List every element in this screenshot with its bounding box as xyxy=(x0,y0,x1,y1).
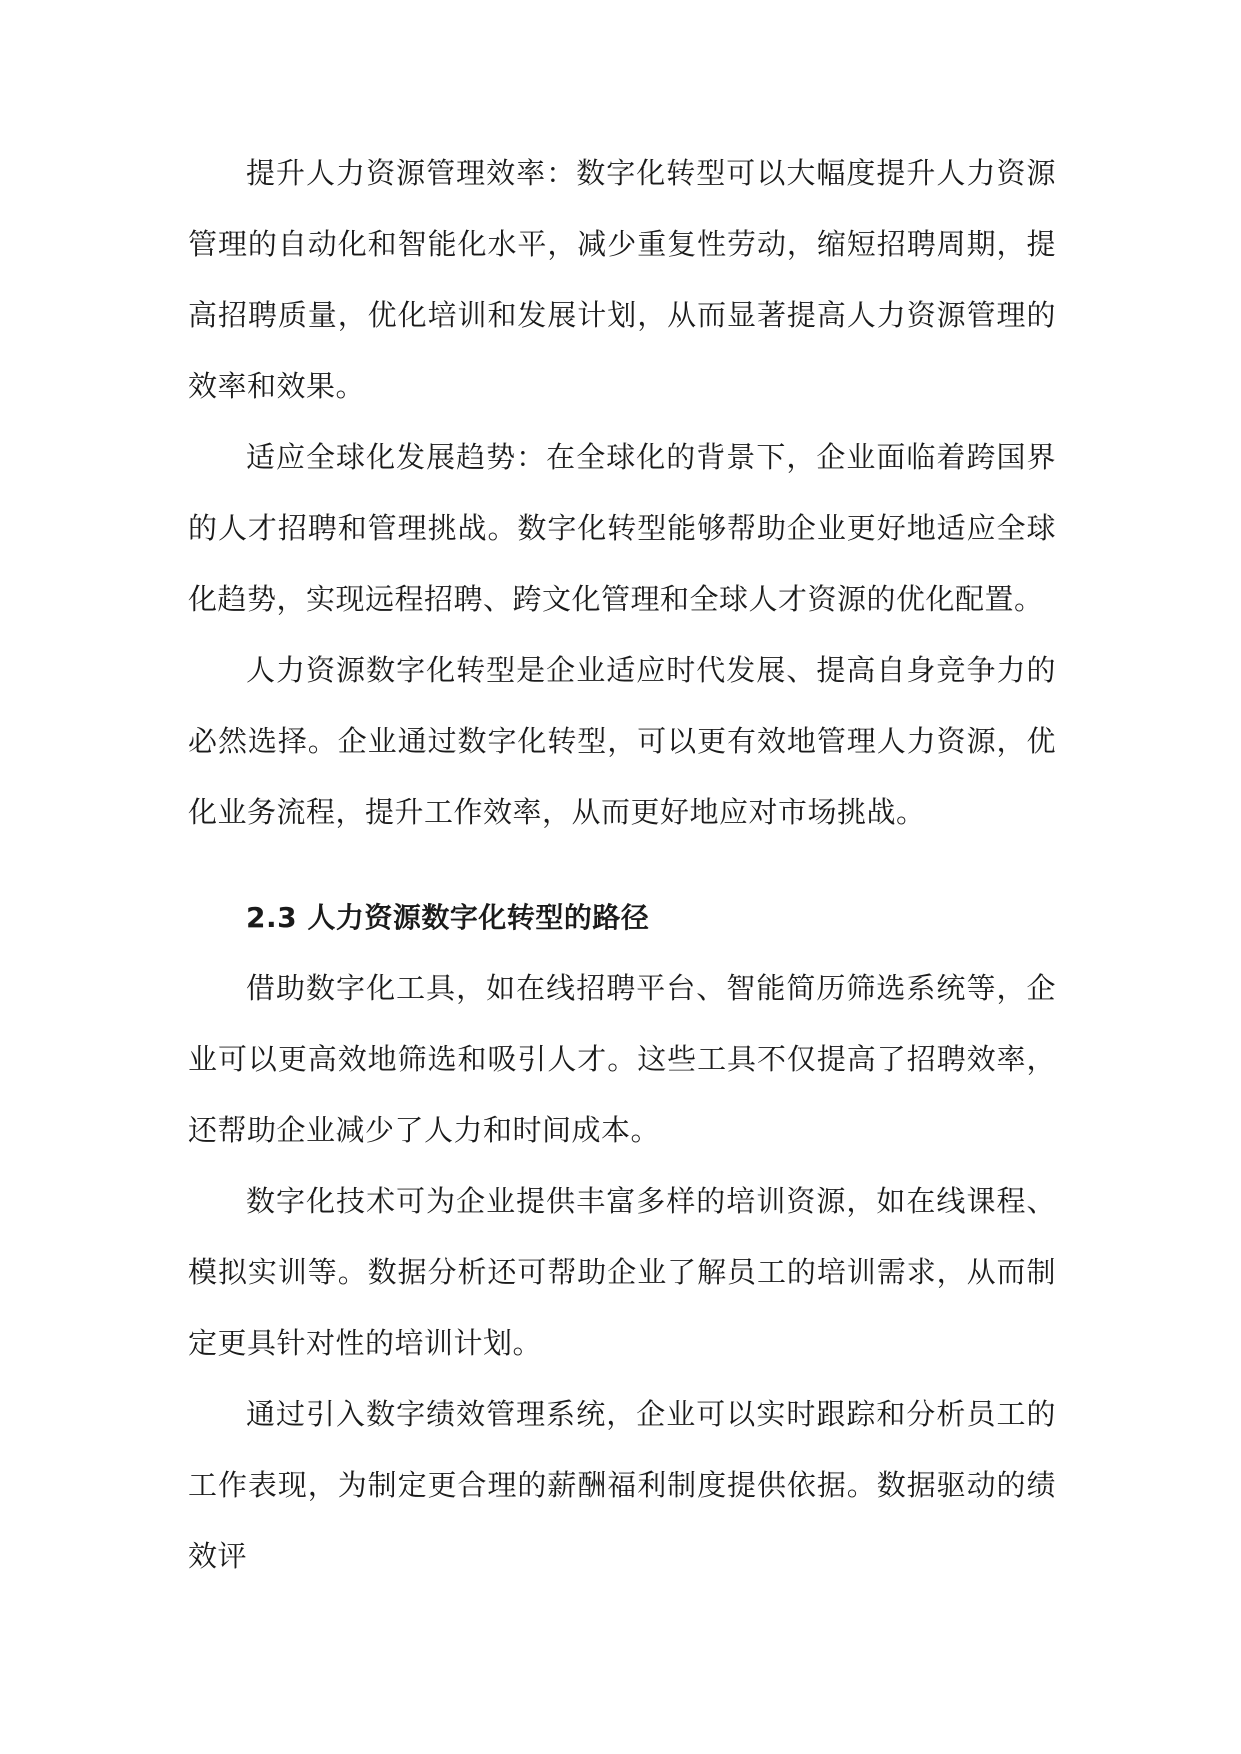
paragraph-hr-efficiency: 提升人力资源管理效率：数字化转型可以大幅度提升人力资源管理的自动化和智能化水平，减少重复性劳动，缩短招聘周期，提高招聘质量，优化培训和发展计划，从而显著提高人力资源管理的效率和效果。 xyxy=(188,156,1056,403)
section-heading: 2.3 人力资源数字化转型的路径 xyxy=(246,901,650,934)
paragraph-globalization: 适应全球化发展趋势：在全球化的背景下，企业面临着跨国界的人才招聘和管理挑战。数字化转型能够帮助企业更好地适应全球化趋势，实现远程招聘、跨文化管理和全球人才资源的优化配置。 xyxy=(188,440,1056,616)
paragraph-necessity: 人力资源数字化转型是企业适应时代发展、提高自身竞争力的必然选择。企业通过数字化转型，可以更有效地管理人力资源，优化业务流程，提升工作效率，从而更好地应对市场挑战。 xyxy=(188,653,1056,829)
paragraph-training-resources: 数字化技术可为企业提供丰富多样的培训资源，如在线课程、模拟实训等。数据分析还可帮助企业了解员工的培训需求，从而制定更具针对性的培训计划。 xyxy=(188,1184,1056,1360)
paragraph-performance-management: 通过引入数字绩效管理系统，企业可以实时跟踪和分析员工的工作表现，为制定更合理的薪酬福利制度提供依据。数据驱动的绩效评 xyxy=(188,1397,1056,1573)
document-body xyxy=(188,138,1056,1592)
paragraph-recruitment-tools: 借助数字化工具，如在线招聘平台、智能简历筛选系统等，企业可以更高效地筛选和吸引人才。这些工具不仅提高了招聘效率，还帮助企业减少了人力和时间成本。 xyxy=(188,971,1056,1147)
